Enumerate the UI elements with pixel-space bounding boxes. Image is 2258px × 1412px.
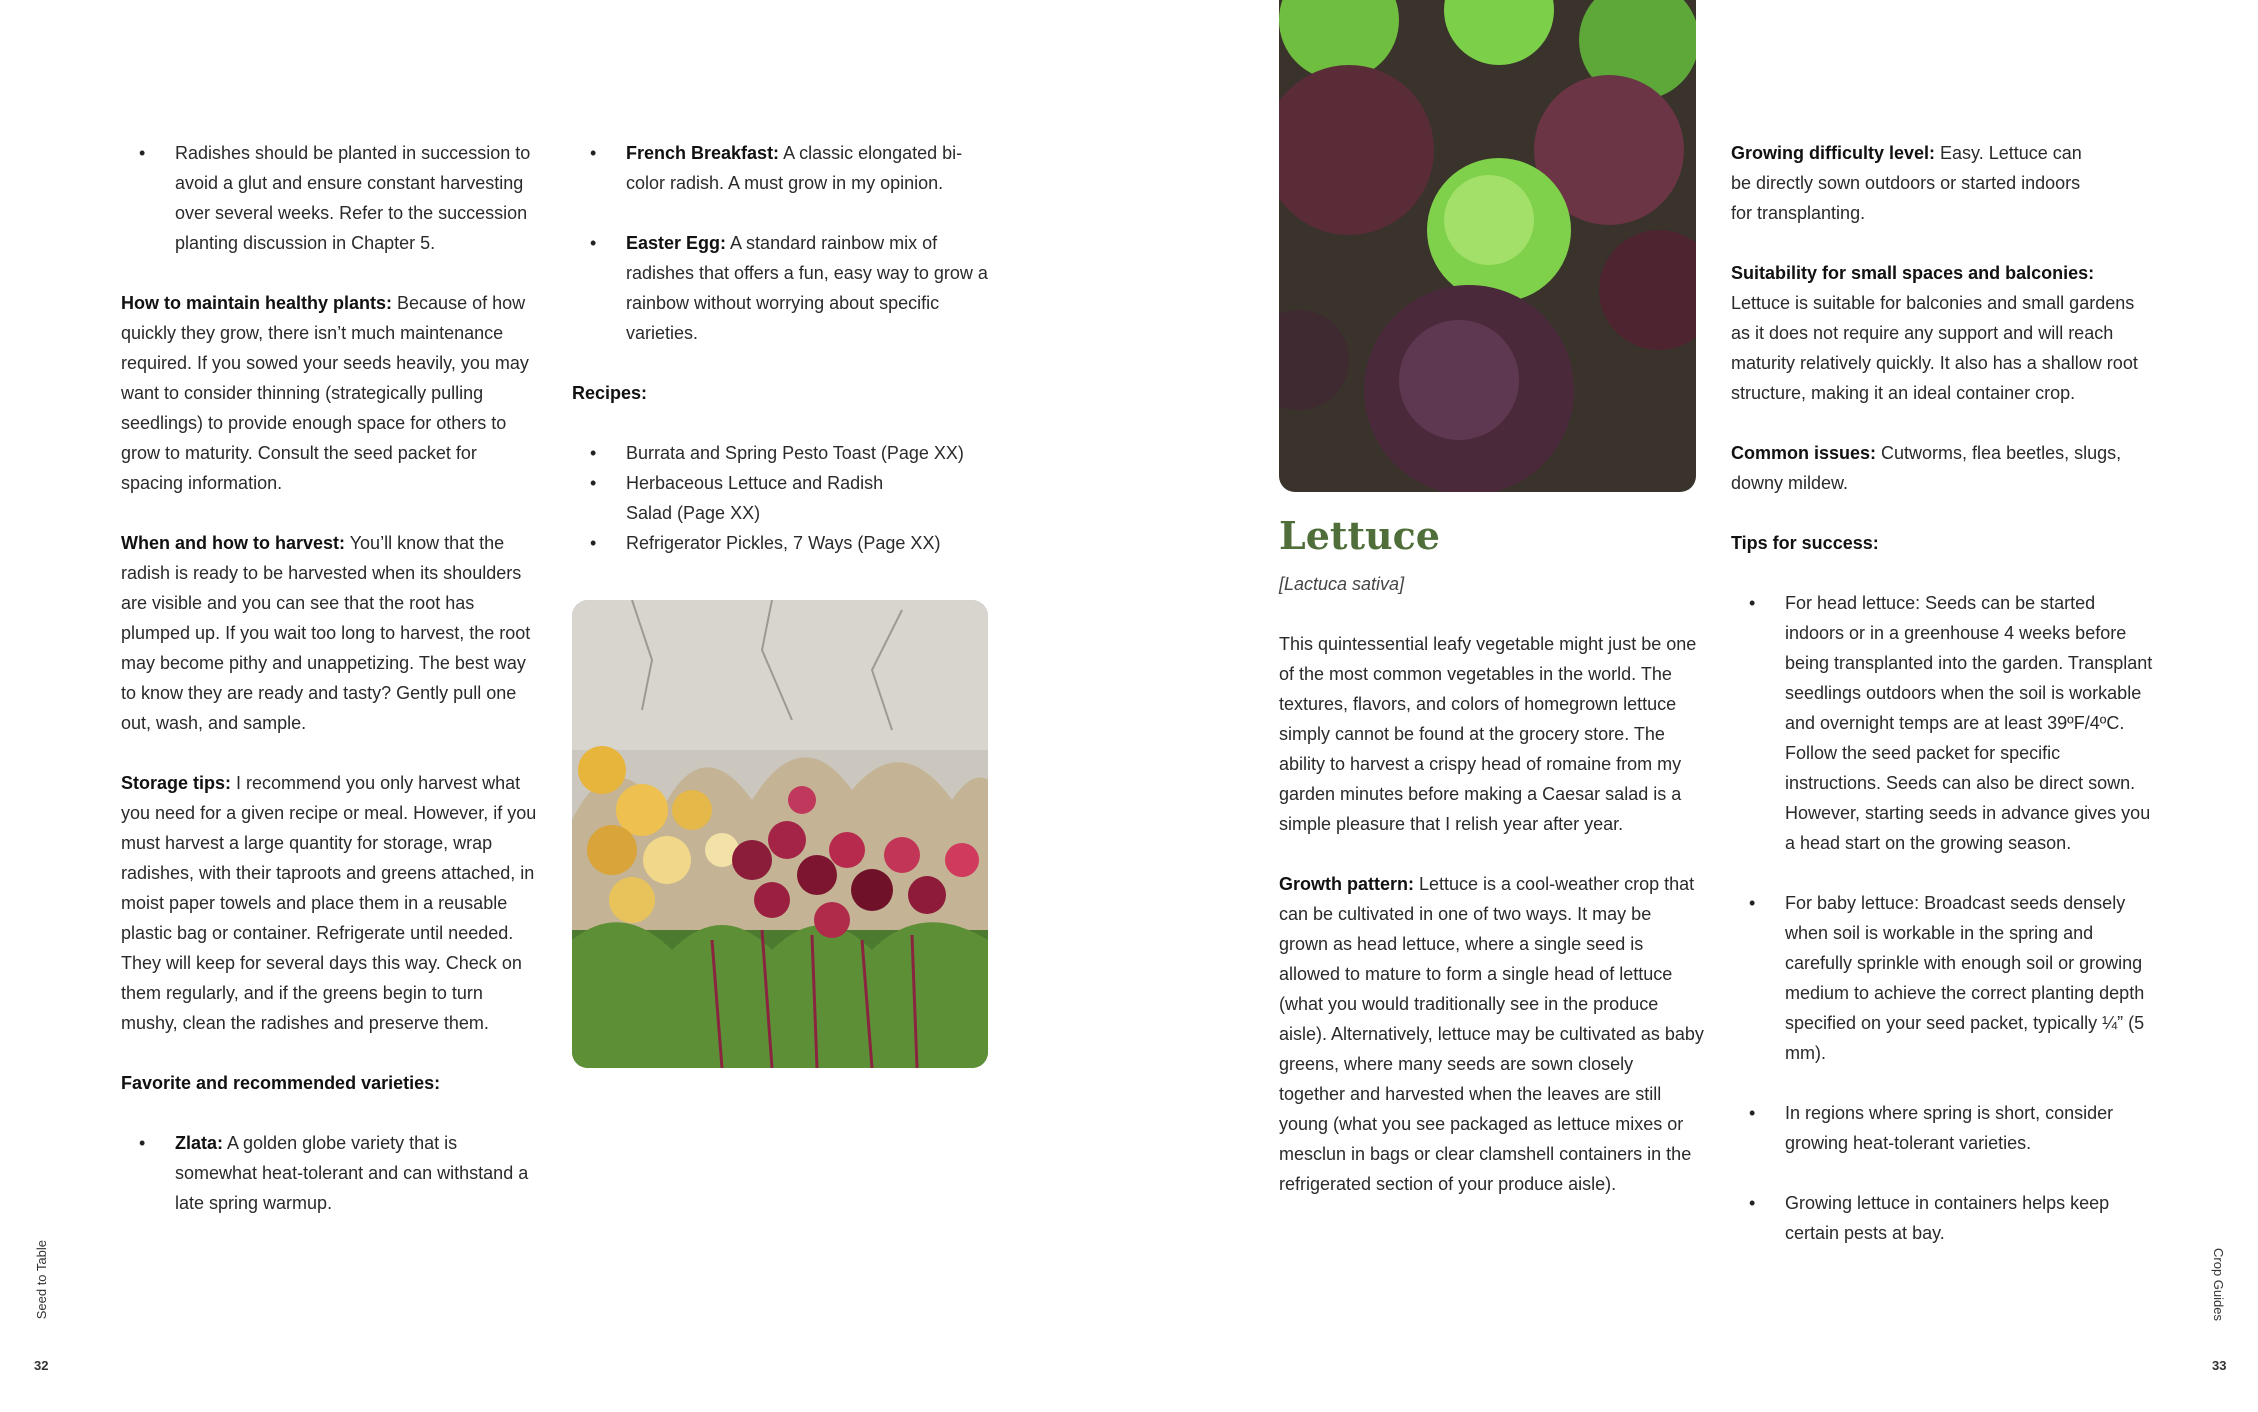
varieties-heading: Favorite and recommended varieties: (121, 1073, 441, 1093)
issues-label: Common issues: (1731, 443, 1877, 463)
list-item: • Radishes should be planted in succession to avoid a glut and ensure constant harvesting over several weeks. Refer to the succession planting discussion in Chapter 5. (121, 138, 541, 258)
easter-egg-label: Easter Egg: (626, 233, 727, 253)
radish-varieties-list (572, 138, 992, 348)
french-breakfast-label: French Breakfast: (626, 143, 780, 163)
recipe-item: • Herbaceous Lettuce and Radish Salad (Page XX) (572, 468, 886, 528)
easter-egg-text: A standard rainbow mix of radishes that offers a fun, easy way to grow a rainbow without worrying about specific varieties. (626, 233, 988, 343)
list-item: • In regions where spring is short, consider growing heat-tolerant varieties. (1731, 1098, 2155, 1158)
french-breakfast-text: A classic elongated bi-color radish. A must grow in my opinion. (626, 143, 963, 193)
difficulty-text: Easy. Lettuce can be directly sown outdoors or started indoors for transplanting. (1731, 143, 2082, 223)
intro-paragraph: This quintessential leafy vegetable might just be one of the most common vegetables in the world. The textures, flavors, and colors of homegrown lettuce simply cannot be found at the grocery store. The ability to harvest a crispy head of romaine from my garden minutes before making a Caesar salad is a simple pleasure that I relish year after year. (1279, 634, 1697, 834)
difficulty-paragraph (1731, 138, 2106, 228)
right-column-2 (1731, 138, 2155, 1278)
list-item (572, 228, 992, 348)
recipe-item: • Burrata and Spring Pesto Toast (Page XX) (572, 438, 992, 468)
list-item (572, 138, 992, 198)
harvest-label: When and how to harvest: (121, 533, 346, 553)
zlata-text: A golden globe variety that is somewhat heat-tolerant and can withstand a late spring warmup. (175, 1133, 529, 1213)
growth-label: Growth pattern: (1279, 874, 1414, 894)
suitability-text: Lettuce is suitable for balconies and small gardens as it does not require any support and will reach maturity relatively quickly. It also has a shallow root structure, making it an ideal container crop. (1731, 293, 2138, 403)
tips-heading: Tips for success: (1731, 533, 1879, 553)
varieties-list (121, 1128, 541, 1218)
list-item: • Growing lettuce in containers helps keep certain pests at bay. (1731, 1188, 2155, 1248)
list-item: • For head lettuce: Seeds can be started indoors or in a greenhouse 4 weeks before being transplanted into the garden. Transplant seedlings outdoors when the soil is workable and overnight temps are at least 39ºF/4ºC. Follow the seed packet for specific instructions. Seeds can also be direct sown. However, starting seeds in advance gives you a head start on the growing season. (1731, 588, 2155, 858)
maintain-paragraph (121, 288, 541, 498)
growth-paragraph (1279, 869, 1704, 1199)
radish-photo (572, 600, 988, 1068)
tips-list (1731, 588, 2155, 1248)
recipe-item: • Refrigerator Pickles, 7 Ways (Page XX) (572, 528, 992, 558)
harvest-paragraph (121, 528, 541, 738)
radish-planting-list (121, 138, 541, 258)
right-side-label: Crop Guides (2211, 1248, 2226, 1321)
crop-title: Lettuce (1279, 513, 1440, 558)
growth-text: Lettuce is a cool-weather crop that can be cultivated in one of two ways. It may be grown as head lettuce, where a single seed is allowed to mature to form a single head of lettuce (what you would traditionally see in the produce aisle). Alternatively, lettuce may be cultivated as baby greens, where many seeds are sown closely together and harvested when the leaves are still young (what you see packaged as lettuce mixes or mesclun in bags or clear clamshell containers in the refrigerated section of your produce aisle). (1279, 874, 1704, 1194)
issues-text: Cutworms, flea beetles, slugs, downy mildew. (1731, 443, 2122, 493)
lettuce-photo (1279, 0, 1696, 492)
suitability-label: Suitability for small spaces and balconies: (1731, 263, 2095, 283)
left-column-1 (121, 138, 541, 1248)
left-page-number: 32 (34, 1358, 49, 1373)
issues-paragraph (1731, 438, 2155, 498)
recipes-list (572, 438, 992, 558)
maintain-text: Because of how quickly they grow, there isn’t much maintenance required. If you sowed your seeds heavily, you may want to consider thinning (strategically pulling seedlings) to provide enough space for others to grow to maturity. Consult the seed packet for spacing information. (121, 293, 529, 493)
difficulty-label: Growing difficulty level: (1731, 143, 1936, 163)
storage-paragraph (121, 768, 541, 1038)
list-item: • For baby lettuce: Broadcast seeds densely when soil is workable in the spring and carefully sprinkle with enough soil or growing medium to achieve the correct planting depth specified on your seed packet, typically ¼” (5 mm). (1731, 888, 2155, 1068)
left-column-2 (572, 138, 992, 588)
suitability-paragraph (1731, 258, 2155, 408)
maintain-label: How to maintain healthy plants: (121, 293, 393, 313)
zlata-label: Zlata: (175, 1133, 224, 1153)
storage-text: I recommend you only harvest what you need for a given recipe or meal. However, if you must harvest a large quantity for storage, wrap radishes, with their taproots and greens attached, in moist paper towels and place them in a reusable plastic bag or container. Refrigerate until needed. They will keep for several days this way. Check on them regularly, and if the greens begin to turn mushy, clean the radishes and preserve them. (121, 773, 537, 1033)
list-item (121, 1128, 541, 1218)
left-side-label: Seed to Table (34, 1240, 49, 1320)
storage-label: Storage tips: (121, 773, 232, 793)
right-page-number: 33 (2212, 1358, 2227, 1373)
latin-name: [Lactuca sativa] (1279, 574, 1405, 594)
right-column-1 (1279, 513, 1704, 1229)
harvest-text: You’ll know that the radish is ready to be harvested when its shoulders are visible and you can see that the root has plumped up. If you wait too long to harvest, the root may become pithy and unappetizing. The best way to know they are ready and tasty? Gently pull one out, wash, and sample. (121, 533, 531, 733)
recipes-heading: Recipes: (572, 383, 648, 403)
